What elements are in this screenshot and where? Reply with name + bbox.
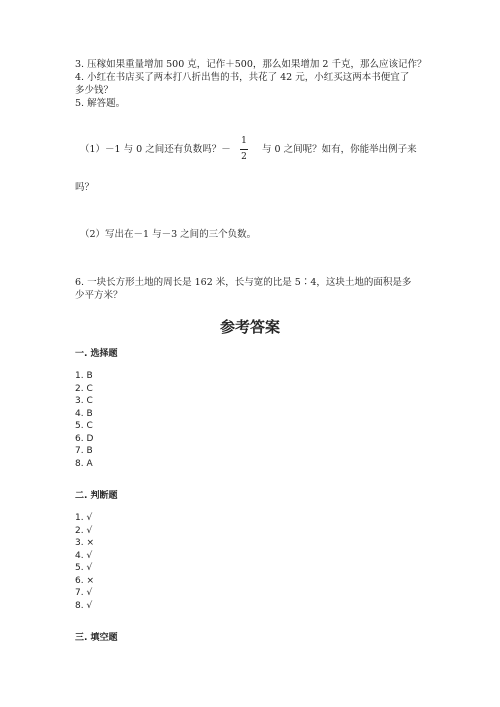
question-4-line1: 4. 小红在书店买了两本打八折出售的书，共花了 42 元，小红买这两本书便宜了 bbox=[75, 72, 410, 83]
question-4-line2: 多少钱？ bbox=[75, 85, 114, 96]
choice-answer-1: 1. B bbox=[75, 371, 93, 381]
judge-answer-4: 4. √ bbox=[75, 550, 93, 561]
answer-title: 参考答案 bbox=[219, 318, 280, 336]
question-5-1-part-b: 与 0 之间呢？如有，你能举出例子来 bbox=[262, 144, 417, 155]
fraction-one-half bbox=[240, 136, 248, 163]
fraction-denominator: 2 bbox=[241, 152, 247, 162]
judge-answer-5: 5. √ bbox=[75, 563, 93, 573]
judge-answer-2: 2. √ bbox=[75, 525, 93, 536]
judge-answer-7: 7. √ bbox=[75, 588, 93, 598]
choice-answer-7: 7. B bbox=[75, 446, 93, 456]
choice-answer-6: 6. D bbox=[75, 433, 94, 444]
judge-answer-3: 3. × bbox=[75, 538, 94, 548]
fraction-numerator: 1 bbox=[241, 136, 247, 146]
choice-answer-2: 2. C bbox=[75, 383, 93, 394]
choice-answer-3: 3. C bbox=[75, 396, 93, 406]
section-judge-heading: 二. 判断题 bbox=[75, 491, 118, 501]
question-3: 3. 压稼如果重量增加 500 克，记作＋500，那么如果增加 2 千克，那么应该记作？ bbox=[75, 59, 427, 70]
question-6-line2: 少平方米？ bbox=[75, 290, 123, 301]
section-fill-heading: 三. 填空题 bbox=[75, 633, 118, 643]
choice-answer-8: 8. A bbox=[75, 458, 93, 469]
section-choice-heading: 一. 选择题 bbox=[75, 349, 118, 359]
choice-answer-5: 5. C bbox=[75, 421, 93, 431]
question-5-heading: 5. 解答题。 bbox=[75, 98, 126, 109]
question-6-line1: 6. 一块长方形土地的周长是 162 米，长与宽的比是 5∶4，这块土地的面积是多 bbox=[75, 277, 412, 288]
question-5-1-part-c: 吗？ bbox=[75, 182, 95, 193]
question-5-2: （2）写出在－1 与－3 之间的三个负数。 bbox=[80, 229, 257, 240]
question-5-1-part-a: （1）－1 与 0 之间还有负数吗？－ bbox=[80, 144, 231, 155]
judge-answer-8: 8. √ bbox=[75, 600, 93, 611]
judge-answer-1: 1. √ bbox=[75, 513, 93, 523]
choice-answer-4: 4. B bbox=[75, 408, 93, 419]
fraction-bar bbox=[240, 149, 248, 150]
judge-answer-6: 6. × bbox=[75, 575, 94, 586]
